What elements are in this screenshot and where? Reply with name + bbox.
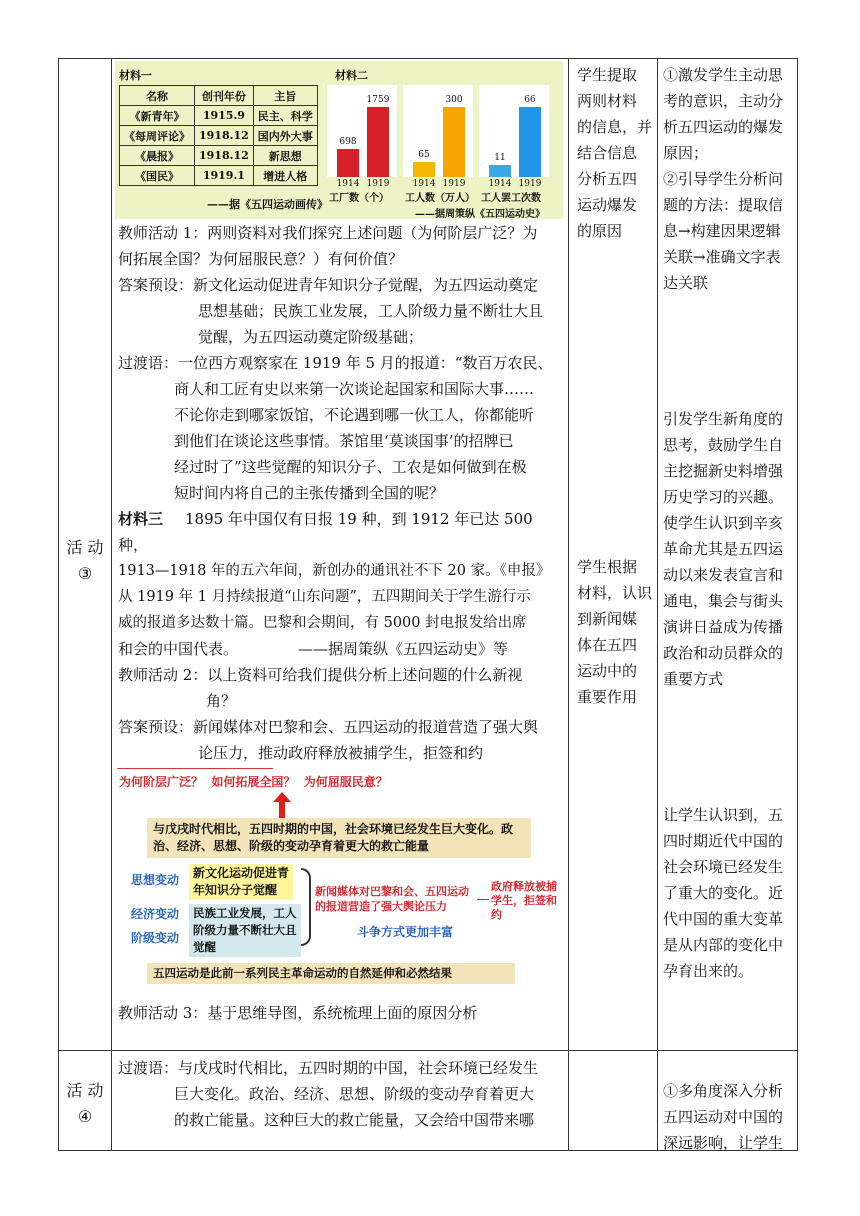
student-activity-2-line: 运动中的 [577, 662, 638, 680]
design-intent-2-line: 动以来发表宣言和 [663, 566, 784, 584]
chart-bar [367, 107, 389, 177]
design-intent-2-line: 通电，集会与街头 [663, 592, 784, 610]
design-intent-1-line: 考的意识，主动分 [663, 92, 784, 110]
chart-panel-label: 工厂数（个） [329, 193, 389, 204]
material2-source: ——据周策纵《五四运动史》 [415, 209, 545, 220]
chart-tick-label: 1914 [488, 179, 512, 189]
chart-panel [403, 85, 473, 189]
material1-header-row [120, 86, 318, 106]
design-intent-3-line: 了重大的变化。近 [663, 884, 784, 902]
table-top-border [58, 58, 798, 59]
chart-tick-label: 1914 [412, 179, 436, 189]
chart-panel [479, 85, 549, 189]
student-activity-2-line: 材料，认识 [577, 584, 653, 602]
design-intent-2-line: 革命尤其是五四运 [663, 540, 784, 558]
row-divider [58, 1050, 798, 1051]
design-intent-2-line: 政治和动员群众的 [663, 644, 784, 662]
design-intent-3-line: 四时期近代中国的 [663, 832, 784, 850]
mindmap-label-thought: 思想变动 [131, 873, 180, 887]
design-intent-2-line: 主挖掘新史料增强 [663, 462, 784, 480]
material2-title: 材料二 [335, 69, 368, 82]
header-cell: 创刊年份 [195, 86, 254, 106]
design-intent-1-line: 析五四运动的爆发 [663, 118, 784, 136]
activity-3-label: 活 动 ③ [66, 538, 104, 583]
design-intent-1-line: 关联→准确文字表 [663, 248, 781, 266]
main-text-block-2: 过渡语：与戊戌时代相比，五四时期的中国，社会环境已经发生 巨大变化。政治、经济、思想、阶级的变动孕育着更大 的救亡能量。这种巨大的救亡能量，又会给中国带来哪 [118, 1055, 566, 1133]
student-activity-1-line: 的信息，并 [577, 118, 653, 136]
material1-source: ——据《五四运动画传》 [207, 198, 328, 211]
material1-title: 材料一 [119, 69, 152, 82]
table-row: 《国民》 1919.1 增进人格 [120, 166, 318, 186]
design-intent-2-line: 历史学习的兴趣。 [663, 488, 784, 506]
student-activity-2 [577, 554, 657, 710]
material3-title: 材料三 [118, 510, 164, 528]
transition-2: 过渡语：与戊戌时代相比，五四时期的中国，社会环境已经发生 [118, 1059, 539, 1077]
table-left-border [58, 58, 59, 1151]
design-intent-4-line: ①多角度深入分析 [663, 1082, 784, 1100]
table-right-border [797, 58, 798, 1151]
mindmap-result: 政府释放被捕学生，拒签和约 [491, 880, 557, 921]
design-intent-2-line: 引发学生新角度的 [663, 410, 784, 428]
material1-table [119, 85, 318, 186]
chart-panel-label: 工人罢工次数 [481, 193, 541, 204]
activity-4-label: 活 动 ④ [66, 1081, 104, 1126]
student-activity-2-line: 体在五四 [577, 636, 638, 654]
student-activity-1-line: 学生提取 [577, 66, 638, 84]
student-activity-2-line: 学生根据 [577, 558, 638, 576]
design-intent-3-line: 社会环境已经发生 [663, 858, 784, 876]
student-activity-1-line: 的原因 [577, 222, 623, 240]
student-activity-1-line: 分析五四 [577, 170, 638, 188]
design-intent-1-line: 息→构建因果逻辑 [663, 222, 781, 240]
mindmap-media: 新闻媒体对巴黎和会、五四运动的报道营造了强大舆论压力 [315, 885, 469, 913]
chart-data-label: 65 [418, 149, 430, 160]
mindmap-top-rule [117, 768, 273, 769]
student-activity-1-line: 两则材料 [577, 92, 638, 110]
column-divider-1 [111, 58, 112, 1151]
mindmap-box-thought: 新文化运动促进青年知识分子觉醒 [189, 864, 293, 900]
chart-bar [489, 165, 511, 177]
chart-panel [327, 85, 397, 189]
up-arrow-icon [273, 792, 291, 818]
chart-data-label: 698 [339, 137, 357, 148]
material3: 材料三 1895 年中国仅有日报 19 种，到 1912 年已达 500 种， [118, 510, 533, 554]
student-activity-1 [577, 62, 657, 244]
design-intent-2-line: 使学生认识到辛亥 [663, 514, 784, 532]
main-text-block-1: 教师活动 1：两则资料对我们探究上述问题（为何阶层广泛？为 何拓展全国？为何屈服民意？）有何价值？ 答案预设：新文化运动促进青年知识分子觉醒，为五四运动奠定 思想基础；民族工业发展，工人阶级力量不断壮大且 觉醒，为五四运动奠定阶级基础； 过渡语：一位西方观察家在 1919 年 5 月的报道：“数百万农民、 商人和工匠有史以来第一次谈论起国家和国际大事…… 不论你走到哪家饭馆，不论遇到哪一伙工人，你都能听 到他们在谈论这些事情。茶馆里‘莫谈国事’的招牌已 经过时了”这些觉醒的知识分子、工农是如何做到在极 短时间内将自己的主张传播到全国的呢？ 材料三 1895 年中国仅有日报 19 种，到 1912 年已达 500 种， 1913—1918 年的五六年间，新创办的通讯社不下 20 家。《申报》 从 1919 年 1 月持续报道“山东问题”，五四期间关于学生游行示 威的报道多达数十篇。巴黎和会期间，有 5000 封电报发给出席 和会的中国代表。 ——据周策纵《五四运动史》等 教师活动 2：以上资料可给我们提供分析上述问题的什么新视 角？ 答案预设：新闻媒体对巴黎和会、五四运动的报道营造了强大舆 论压力，推动政府释放被捕学生，拒签和约 [118, 220, 566, 766]
arrow-line [477, 899, 489, 900]
answer-preset-1: 答案预设：新文化运动促进青年知识分子觉醒，为五四运动奠定 [118, 276, 539, 294]
design-intent-4-line: 深远影响，让学生 [663, 1134, 784, 1152]
design-intent-1-line: 题的方法：提取信 [663, 196, 784, 214]
answer-preset-2: 答案预设：新闻媒体对巴黎和会、五四运动的报道营造了强大舆 [118, 718, 539, 736]
chart-data-label: 66 [524, 95, 536, 105]
chart-tick-label: 1919 [366, 179, 390, 189]
teacher-activity-2: 教师活动 2：以上资料可给我们提供分析上述问题的什么新视 [118, 666, 523, 684]
design-intent-1-line: 原因； [663, 144, 709, 162]
chart-data-label: 300 [445, 95, 463, 105]
design-intent-3-line: 是从内部的变化中 [663, 936, 784, 954]
design-intent-2-line: 重要方式 [663, 670, 724, 688]
student-activity-2-line: 到新闻媒 [577, 610, 638, 628]
design-intent-2-line: 思考，鼓励学生自 [663, 436, 784, 454]
mind-map [115, 766, 563, 991]
mindmap-struggle: 斗争方式更加丰富 [357, 925, 454, 939]
design-intent-3-line: 孕育出来的。 [663, 962, 754, 980]
student-activity-1-line: 运动爆发 [577, 196, 638, 214]
design-intent-1-line: 达关联 [663, 274, 709, 292]
material-figure [115, 61, 563, 219]
chart-bar [443, 107, 465, 177]
header-cell: 名称 [120, 86, 195, 106]
chart-bar [413, 162, 435, 177]
design-intent-2 [663, 406, 797, 692]
mindmap-questions: 为何阶层广泛？ 如何拓展全国？ 为何屈服民意？ [119, 775, 388, 789]
teacher-activity-1: 教师活动 1：两则资料对我们探究上述问题（为何阶层广泛？为 [118, 224, 538, 242]
design-intent-4-line: 五四运动对中国的 [663, 1108, 784, 1126]
design-intent-2-line: 演讲日益成为传播 [663, 618, 784, 636]
chart-tick-label: 1914 [336, 179, 360, 189]
chart-bar [337, 149, 359, 177]
student-activity-2-line: 重要作用 [577, 688, 638, 706]
mindmap-label-class: 阶级变动 [131, 931, 180, 945]
chart-bar [519, 107, 541, 177]
mindmap-context: 与戊戌时代相比，五四时期的中国，社会环境已经发生巨大变化。政治、经济、思想、阶级的变动孕育着更大的救亡能量 [147, 818, 531, 858]
table-row: 《每周评论》 1918.12 国内外大事 [120, 126, 318, 146]
design-intent-4 [663, 1078, 797, 1156]
design-intent-3-line: 让学生认识到，五 [663, 806, 784, 824]
chart-data-label: 11 [494, 153, 506, 164]
chart-data-label: 1759 [366, 95, 390, 105]
chart-tick-label: 1919 [442, 179, 466, 189]
chart-panel-label: 工人数（万人） [405, 193, 475, 204]
header-cell: 主旨 [253, 86, 317, 106]
mindmap-box-economy: 民族工业发展，工人阶级力量不断壮大且觉醒 [189, 904, 301, 957]
design-intent-3-line: 代中国的重大变革 [663, 910, 784, 928]
mindmap-label-economy: 经济变动 [131, 907, 180, 921]
table-row: 《新青年》 1915.9 民主、科学 [120, 106, 318, 126]
table-row: 《晨报》 1918.12 新思想 [120, 146, 318, 166]
transition-1: 过渡语：一位西方观察家在 1919 年 5 月的报道：“数百万农民、 [118, 354, 553, 372]
bracket [301, 868, 311, 946]
column-divider-3 [657, 58, 658, 1151]
design-intent-1-line: ②引导学生分析问 [663, 170, 784, 188]
chart-tick-label: 1919 [518, 179, 542, 189]
design-intent-3 [663, 802, 797, 984]
teacher-activity-3: 教师活动 3：基于思维导图，系统梳理上面的原因分析 [118, 1004, 478, 1022]
design-intent-1 [663, 62, 797, 296]
student-activity-1-line: 结合信息 [577, 144, 638, 162]
design-intent-1-line: ①激发学生主动思 [663, 66, 784, 84]
column-divider-2 [568, 58, 569, 1151]
mindmap-conclusion: 五四运动是此前一系列民主革命运动的自然延伸和必然结果 [147, 963, 515, 984]
material3-source: ——据周策纵《五四运动史》等 [298, 640, 509, 658]
